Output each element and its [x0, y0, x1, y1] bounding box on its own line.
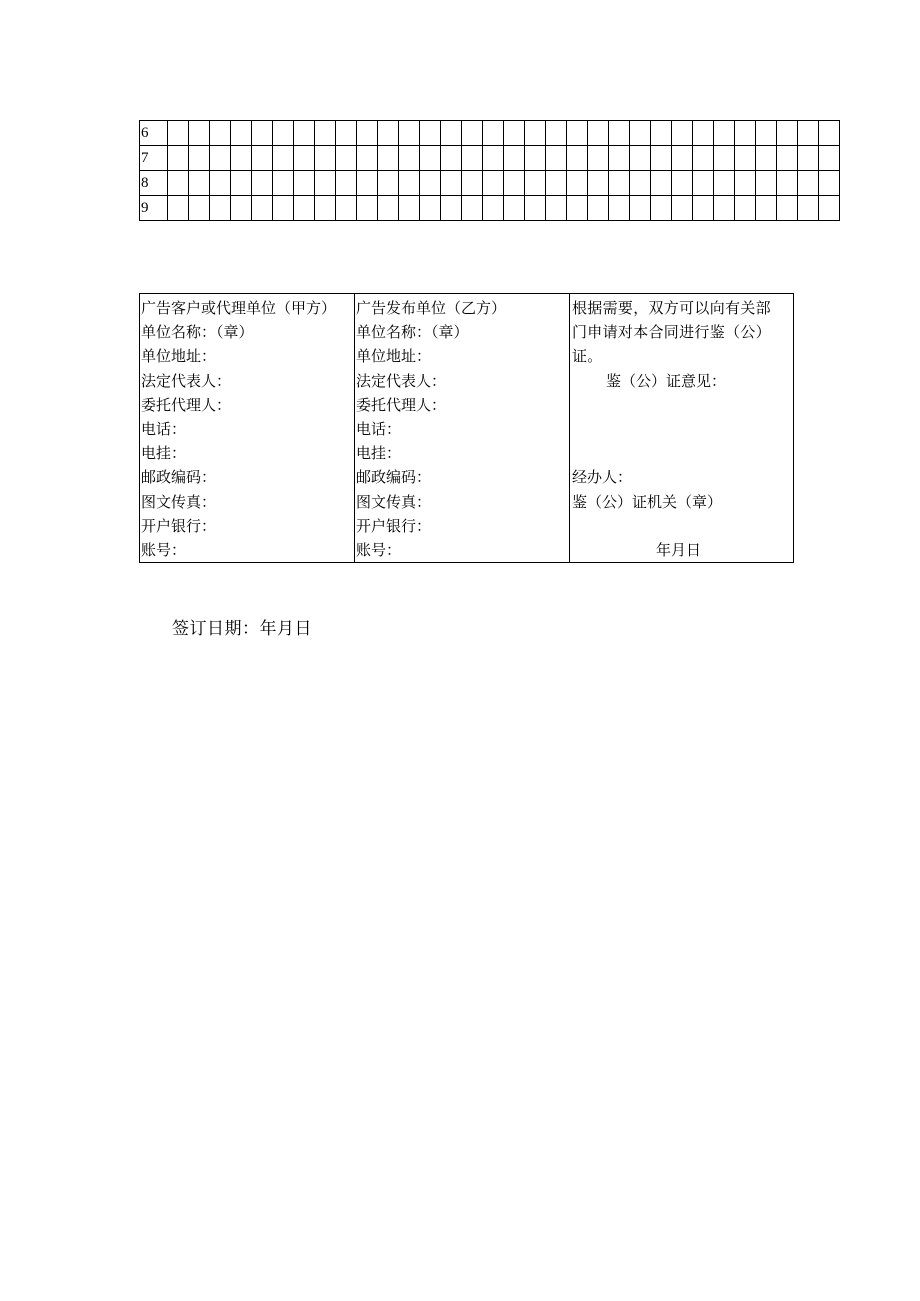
- party-b-field: 电话：: [356, 420, 402, 439]
- grid-cell: [693, 121, 714, 146]
- grid-cell: [693, 196, 714, 221]
- grid-cell: [819, 146, 840, 171]
- grid-cell: [441, 121, 462, 146]
- signing-date: 签订日期：年月日: [172, 619, 312, 639]
- grid-cell: [672, 171, 693, 196]
- grid-cell: [735, 171, 756, 196]
- grid-cell: [420, 146, 441, 171]
- grid-cell: [231, 121, 252, 146]
- grid-cell: [210, 146, 231, 171]
- grid-cell: [483, 196, 504, 221]
- grid-cell: [798, 121, 819, 146]
- grid-cell: [525, 146, 546, 171]
- grid-cell: [714, 146, 735, 171]
- grid-cell: [630, 146, 651, 171]
- notary-blank-space: [572, 417, 785, 441]
- grid-cell: [483, 146, 504, 171]
- party-a-field: 账号：: [141, 541, 187, 560]
- grid-cell: [546, 146, 567, 171]
- grid-cell: [378, 171, 399, 196]
- grid-cell: [420, 196, 441, 221]
- notary-blank-space: [572, 393, 785, 417]
- grid-cell: [651, 121, 672, 146]
- party-b-field: 单位地址：: [356, 347, 432, 366]
- grid-cell: [441, 171, 462, 196]
- grid-cell: [588, 171, 609, 196]
- grid-cell: [609, 171, 630, 196]
- grid-cell: [546, 121, 567, 146]
- grid-cell: [672, 121, 693, 146]
- grid-cell: [819, 171, 840, 196]
- grid-cell: [777, 121, 798, 146]
- grid-cell: [462, 121, 483, 146]
- grid-cell: [378, 121, 399, 146]
- grid-cell: [714, 196, 735, 221]
- contract-grid-table: [139, 120, 840, 221]
- notary-handler: 经办人：: [572, 468, 633, 487]
- grid-cell: [189, 146, 210, 171]
- grid-cell: [567, 196, 588, 221]
- grid-cell: [315, 171, 336, 196]
- grid-cell: [777, 171, 798, 196]
- grid-cell: [567, 146, 588, 171]
- grid-cell: [798, 146, 819, 171]
- grid-cell: [336, 121, 357, 146]
- party-b-field: 邮政编码：: [356, 468, 432, 487]
- grid-cell: [819, 121, 840, 146]
- signature-table: [139, 293, 794, 563]
- party-b-field: 电挂：: [356, 444, 402, 463]
- grid-cell: [315, 121, 336, 146]
- grid-cell: [756, 121, 777, 146]
- grid-cell: [546, 196, 567, 221]
- grid-cell: [819, 196, 840, 221]
- grid-cell: [525, 121, 546, 146]
- grid-cell: [168, 146, 189, 171]
- grid-cell: [462, 146, 483, 171]
- grid-row: [140, 121, 840, 146]
- grid-cell: [357, 196, 378, 221]
- grid-cell: [651, 196, 672, 221]
- party-a-header: 广告客户或代理单位（甲方）: [141, 299, 337, 317]
- grid-cell: [672, 196, 693, 221]
- grid-cell: [756, 171, 777, 196]
- grid-cell: [294, 146, 315, 171]
- grid-cell: [378, 196, 399, 221]
- grid-cell: [588, 146, 609, 171]
- grid-cell: [252, 146, 273, 171]
- grid-row-number: 8: [140, 171, 168, 196]
- grid-cell: [735, 121, 756, 146]
- grid-cell: [777, 196, 798, 221]
- grid-cell: [273, 196, 294, 221]
- party-a-field: 单位名称：（章）: [141, 323, 254, 342]
- grid-cell: [504, 196, 525, 221]
- grid-cell: [399, 171, 420, 196]
- grid-cell: [693, 146, 714, 171]
- grid-cell: [504, 146, 525, 171]
- party-b-field: 单位名称：（章）: [356, 323, 469, 342]
- grid-cell: [399, 121, 420, 146]
- grid-row-number: 9: [140, 196, 168, 221]
- party-a-field: 委托代理人：: [141, 395, 232, 414]
- grid-cell: [735, 146, 756, 171]
- grid-cell: [714, 121, 735, 146]
- notary-blank-space: [572, 514, 785, 538]
- grid-cell: [399, 146, 420, 171]
- grid-cell: [231, 171, 252, 196]
- grid-cell: [189, 196, 210, 221]
- grid-cell: [693, 171, 714, 196]
- grid-cell: [672, 146, 693, 171]
- grid-cell: [252, 196, 273, 221]
- grid-cell: [588, 121, 609, 146]
- grid-cell: [357, 171, 378, 196]
- notary-cell: [570, 294, 794, 563]
- grid-cell: [210, 121, 231, 146]
- grid-cell: [462, 196, 483, 221]
- notary-intro: 根据需要，双方可以向有关部门申请对本合同进行鉴（公）证。: [572, 299, 771, 366]
- grid-cell: [588, 196, 609, 221]
- grid-cell: [567, 121, 588, 146]
- grid-cell: [504, 171, 525, 196]
- grid-cell: [567, 171, 588, 196]
- grid-cell: [315, 196, 336, 221]
- grid-cell: [273, 121, 294, 146]
- party-a-field: 法定代表人：: [141, 371, 232, 390]
- grid-cell: [756, 146, 777, 171]
- grid-cell: [798, 171, 819, 196]
- grid-row: [140, 146, 840, 171]
- grid-cell: [189, 171, 210, 196]
- party-b-field: 账号：: [356, 541, 402, 560]
- party-a-field: 图文传真：: [141, 492, 217, 511]
- grid-cell: [546, 171, 567, 196]
- party-a-field: 电挂：: [141, 444, 187, 463]
- grid-cell: [231, 146, 252, 171]
- grid-cell: [651, 146, 672, 171]
- grid-cell: [168, 121, 189, 146]
- grid-cell: [357, 146, 378, 171]
- grid-cell: [399, 196, 420, 221]
- party-a-field: 电话：: [141, 420, 187, 439]
- grid-cell: [189, 121, 210, 146]
- grid-cell: [756, 196, 777, 221]
- grid-cell: [483, 121, 504, 146]
- grid-cell: [210, 196, 231, 221]
- grid-cell: [441, 196, 462, 221]
- grid-cell: [231, 196, 252, 221]
- grid-cell: [294, 121, 315, 146]
- grid-cell: [336, 146, 357, 171]
- notary-blank-space: [572, 441, 785, 465]
- grid-cell: [609, 146, 630, 171]
- grid-cell: [378, 146, 399, 171]
- notary-opinion: 鉴（公）证意见：: [606, 371, 727, 390]
- grid-cell: [462, 171, 483, 196]
- grid-cell: [630, 121, 651, 146]
- grid-row-number: 7: [140, 146, 168, 171]
- party-b-header: 广告发布单位（乙方）: [356, 299, 507, 317]
- grid-cell: [294, 171, 315, 196]
- grid-cell: [420, 171, 441, 196]
- party-b-field: 法定代表人：: [356, 371, 447, 390]
- grid-cell: [504, 121, 525, 146]
- grid-row: [140, 171, 840, 196]
- grid-cell: [252, 171, 273, 196]
- grid-cell: [735, 196, 756, 221]
- grid-cell: [336, 196, 357, 221]
- grid-cell: [798, 196, 819, 221]
- grid-cell: [294, 196, 315, 221]
- notary-date: 年月日: [655, 540, 701, 559]
- grid-cell: [525, 171, 546, 196]
- grid-cell: [630, 171, 651, 196]
- grid-cell: [630, 196, 651, 221]
- grid-cell: [273, 171, 294, 196]
- grid-cell: [714, 171, 735, 196]
- grid-cell: [777, 146, 798, 171]
- grid-cell: [315, 146, 336, 171]
- grid-cell: [525, 196, 546, 221]
- grid-cell: [252, 121, 273, 146]
- grid-cell: [483, 171, 504, 196]
- party-a-field: 邮政编码：: [141, 468, 217, 487]
- party-b-field: 图文传真：: [356, 492, 432, 511]
- grid-cell: [210, 171, 231, 196]
- party-b-cell: [355, 294, 570, 563]
- grid-cell: [651, 171, 672, 196]
- grid-cell: [609, 196, 630, 221]
- grid-row-number: 6: [140, 121, 168, 146]
- grid-cell: [168, 196, 189, 221]
- grid-cell: [441, 146, 462, 171]
- party-b-field: 委托代理人：: [356, 395, 447, 414]
- grid-cell: [420, 121, 441, 146]
- party-a-field: 单位地址：: [141, 347, 217, 366]
- party-a-cell: [140, 294, 355, 563]
- grid-cell: [357, 121, 378, 146]
- party-b-field: 开户银行：: [356, 516, 432, 535]
- grid-cell: [609, 121, 630, 146]
- grid-row: [140, 196, 840, 221]
- party-a-field: 开户银行：: [141, 516, 217, 535]
- notary-authority: 鉴（公）证机关（章）: [572, 492, 723, 511]
- grid-cell: [273, 146, 294, 171]
- grid-cell: [336, 171, 357, 196]
- grid-cell: [168, 171, 189, 196]
